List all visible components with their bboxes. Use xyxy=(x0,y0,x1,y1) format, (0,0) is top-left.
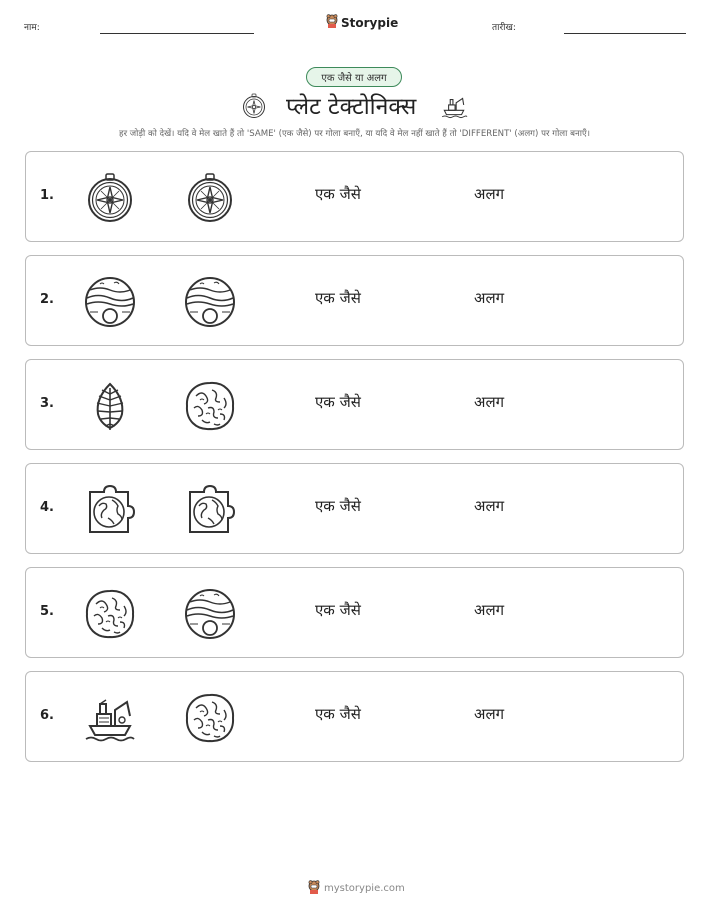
question-number: 6. xyxy=(40,708,54,723)
earth-layers-icon xyxy=(184,276,236,328)
same-option[interactable]: एक जैसे xyxy=(315,601,361,619)
different-option[interactable]: अलग xyxy=(474,601,505,619)
same-option[interactable]: एक जैसे xyxy=(315,497,361,515)
storypie-logo-icon xyxy=(308,880,320,897)
worksheet-type-badge: एक जैसे या अलग xyxy=(306,67,402,87)
rock-texture-icon xyxy=(184,692,236,744)
different-option[interactable]: अलग xyxy=(474,393,505,411)
ship-crane-icon xyxy=(84,692,136,744)
question-number: 4. xyxy=(40,500,54,515)
footer-site: mystorypie.com xyxy=(324,883,405,894)
globe-puzzle-icon xyxy=(84,484,136,536)
instructions: हर जोड़ी को देखें। यदि वे मेल खाते हैं तो 'SAME' (एक जैसे) पर गोला बनाएँ, या यदि वे मेल नहीं खाते हैं तो 'DIFFERENT' (अलग) पर गोला बनाएँ। xyxy=(119,129,590,139)
compass-icon xyxy=(84,172,136,224)
same-option[interactable]: एक जैसे xyxy=(315,393,361,411)
question-card xyxy=(25,151,684,242)
rock-texture-icon xyxy=(84,588,136,640)
compass-icon xyxy=(241,93,267,123)
question-number: 3. xyxy=(40,396,54,411)
question-card xyxy=(25,463,684,554)
question-number: 1. xyxy=(40,188,54,203)
different-option[interactable]: अलग xyxy=(474,185,505,203)
date-field[interactable] xyxy=(564,33,686,34)
brand-name: Storypie xyxy=(341,15,399,30)
different-option[interactable]: अलग xyxy=(474,289,505,307)
brand xyxy=(326,14,398,31)
question-card xyxy=(25,255,684,346)
earth-layers-icon xyxy=(184,588,236,640)
question-card xyxy=(25,359,684,450)
earth-layers-icon xyxy=(84,276,136,328)
question-number: 5. xyxy=(40,604,54,619)
question-card xyxy=(25,671,684,762)
footer xyxy=(308,880,405,897)
different-option[interactable]: अलग xyxy=(474,497,505,515)
same-option[interactable]: एक जैसे xyxy=(315,289,361,307)
compass-icon xyxy=(184,172,236,224)
question-number: 2. xyxy=(40,292,54,307)
page-title: प्लेट टेक्टोनिक्स xyxy=(286,94,417,120)
globe-puzzle-icon xyxy=(184,484,236,536)
leaf-fossil-icon xyxy=(84,380,136,432)
name-label: नाम: xyxy=(24,23,40,33)
question-card xyxy=(25,567,684,658)
different-option[interactable]: अलग xyxy=(474,705,505,723)
ship-crane-icon xyxy=(440,92,468,124)
same-option[interactable]: एक जैसे xyxy=(315,705,361,723)
name-field[interactable] xyxy=(100,33,254,34)
same-option[interactable]: एक जैसे xyxy=(315,185,361,203)
date-label: तारीख: xyxy=(492,23,516,33)
storypie-logo-icon xyxy=(326,14,338,31)
rock-texture-icon xyxy=(184,380,236,432)
